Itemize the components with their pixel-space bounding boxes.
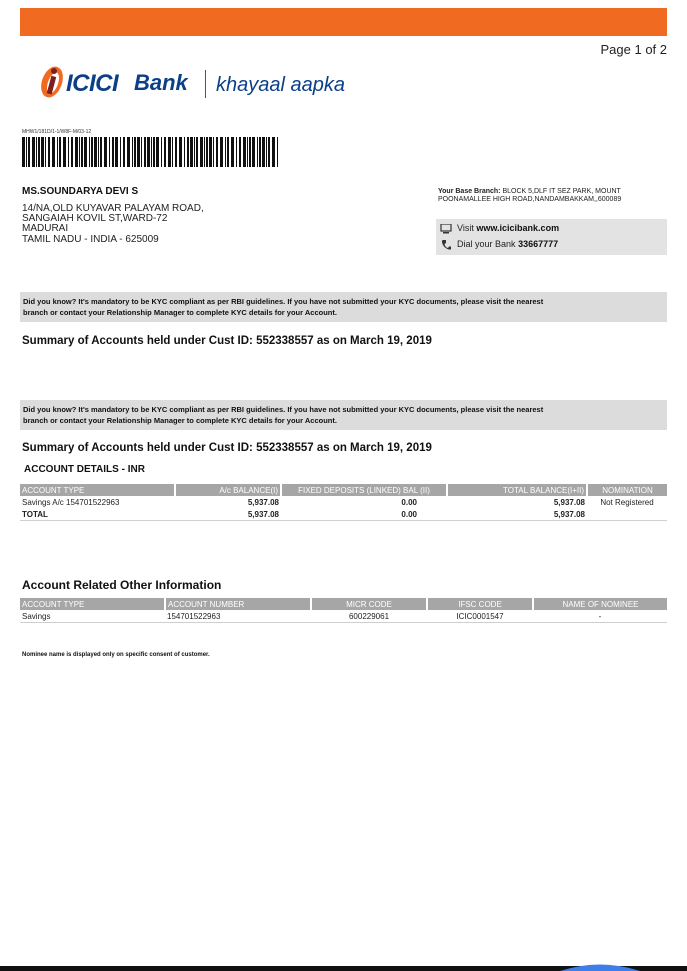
table-row: [20, 610, 667, 623]
other-info-heading: Account Related Other Information: [22, 578, 222, 592]
kyc-notice: [20, 400, 667, 430]
balance-cell: 5,937.08: [247, 497, 279, 507]
customer-address-line: TAMIL NADU - INDIA - 625009: [22, 234, 159, 245]
kyc-notice-line1: Did you know? It's mandatory to be KYC compliant as per RBI guidelines. If you have not submitted your KYC documents, please visit the nearest: [23, 405, 544, 414]
nomination-cell: Not Registered: [600, 497, 654, 507]
page-bottom-edge: [0, 952, 687, 971]
customer-name: MS.SOUNDARYA DEVI S: [22, 186, 139, 197]
balance-cell: 5,937.08: [175, 508, 281, 521]
fd-balance-cell: 0.00: [401, 497, 417, 507]
document-reference: MHW1/181D/1-1/W8F-M/03-12: [22, 129, 92, 135]
kyc-notice-line2: branch or contact your Relationship Manager to complete KYC details for your Account.: [23, 416, 337, 425]
dial-label: Dial your Bank: [457, 239, 516, 249]
table-row: [20, 496, 667, 508]
account-details-table: [20, 484, 667, 521]
column-header: ACCOUNT TYPE: [20, 598, 165, 610]
table-row: [20, 508, 667, 521]
account-details-heading: ACCOUNT DETAILS - INR: [24, 464, 145, 475]
barcode: [22, 137, 280, 167]
micr-code-cell: 600229061: [311, 610, 427, 623]
summary-heading: Summary of Accounts held under Cust ID: 552338557 as on March 19, 2019: [22, 335, 432, 347]
nominee-name-cell: -: [533, 610, 667, 623]
column-header: MICR CODE: [311, 598, 427, 610]
column-header: ACCOUNT TYPE: [20, 484, 175, 496]
base-branch-label: Your Base Branch:: [438, 188, 501, 195]
dial-row: [440, 239, 558, 250]
base-branch-address-1: BLOCK 5,DLF IT SEZ PARK, MOUNT: [502, 188, 621, 195]
nomination-cell: [587, 508, 667, 521]
kyc-notice: [20, 292, 667, 322]
contact-box: [436, 219, 667, 255]
customer-address-line: SANGAIAH KOVIL ST,WARD-72: [22, 213, 168, 224]
total-balance-cell: 5,937.08: [553, 497, 585, 507]
account-number-cell: 154701522963: [165, 610, 311, 623]
column-header: TOTAL BALANCE(I+II): [447, 484, 587, 496]
column-header: ACCOUNT NUMBER: [165, 598, 311, 610]
base-branch: [438, 188, 664, 204]
phone-icon: [440, 239, 452, 250]
logo-tagline: khayaal aapka: [216, 74, 345, 96]
table-header-row: [20, 484, 667, 496]
phone-number: 33667777: [518, 239, 559, 249]
icici-logo: [36, 60, 356, 104]
ifsc-code-cell: ICIC0001547: [427, 610, 533, 623]
summary-heading: Summary of Accounts held under Cust ID: 552338557 as on March 19, 2019: [22, 442, 432, 454]
icici-emblem-icon: [36, 62, 66, 102]
logo-bank-word: ICICI: [66, 70, 119, 97]
column-header: IFSC CODE: [427, 598, 533, 610]
customer-address-line: 14/NA,OLD KUYAVAR PALAYAM ROAD,: [22, 203, 204, 214]
kyc-notice-line1: Did you know? It's mandatory to be KYC compliant as per RBI guidelines. If you have not submitted your KYC documents, please visit the nearest: [23, 297, 544, 306]
other-info-table: [20, 598, 667, 623]
computer-icon: [440, 224, 452, 234]
logo-divider: [205, 70, 206, 98]
kyc-notice-line2: branch or contact your Relationship Manager to complete KYC details for your Account.: [23, 308, 337, 317]
nominee-note: Nominee name is displayed only on specific consent of customer.: [22, 652, 210, 658]
account-type-cell: TOTAL: [20, 508, 175, 521]
page-number: Page 1 of 2: [600, 42, 667, 57]
customer-address-line: MADURAI: [22, 223, 69, 234]
top-orange-bar: [20, 8, 667, 36]
column-header: FIXED DEPOSITS (LINKED) BAL (II): [281, 484, 447, 496]
column-header: NAME OF NOMINEE: [533, 598, 667, 610]
total-balance-cell: 5,937.08: [447, 508, 587, 521]
base-branch-address-2: POONAMALLEE HIGH ROAD,NANDAMBAKKAM,,600089: [438, 196, 622, 203]
column-header: A/c BALANCE(I): [175, 484, 281, 496]
visit-label: Visit: [457, 223, 474, 233]
website-link[interactable]: www.icicibank.com: [476, 223, 560, 233]
account-type-cell: Savings: [20, 610, 165, 623]
visit-row: [440, 223, 559, 234]
table-header-row: [20, 598, 667, 610]
column-header: NOMINATION: [587, 484, 667, 496]
account-type-cell: Savings A/c 154701522963: [22, 497, 120, 507]
fd-balance-cell: 0.00: [281, 508, 447, 521]
logo-bank-suffix: Bank: [134, 70, 188, 95]
